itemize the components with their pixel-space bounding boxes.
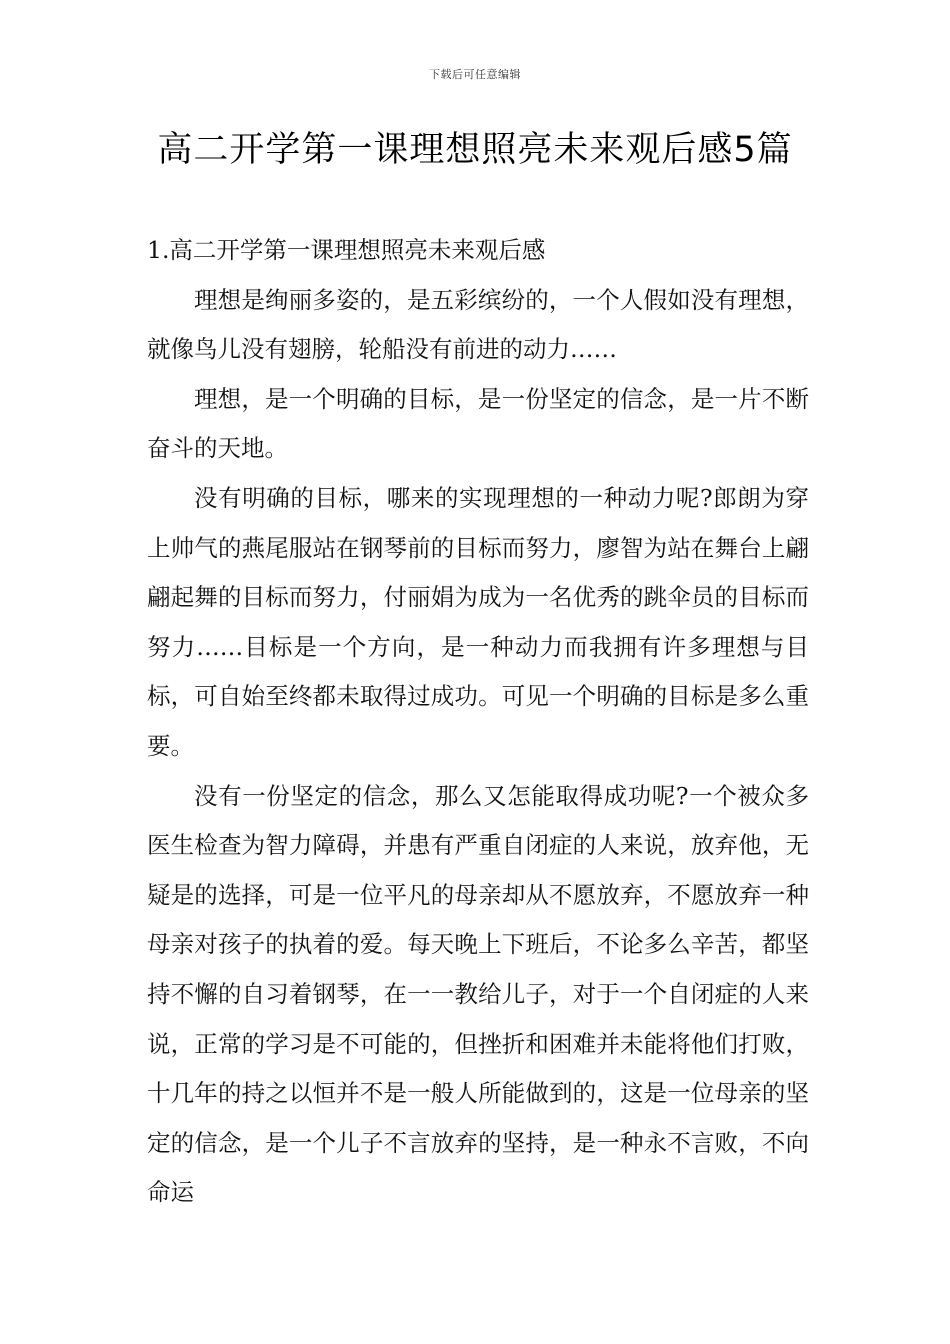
document-title: 高二开学第一课理想照亮未来观后感5篇 [157,130,793,170]
paragraph: 理想，是一个明确的目标，是一份坚定的信念，是一片不断奋斗的天地。 [147,384,809,463]
paragraph: 理想是绚丽多姿的，是五彩缤纷的，一个人假如没有理想，就像鸟儿没有翅膀，轮船没有前进的动力…… [147,285,809,364]
section-heading: 1.高二开学第一课理想照亮未来观后感 [147,236,546,264]
paragraph: 没有明确的目标，哪来的实现理想的一种动力呢?郎朗为穿上帅气的燕尾服站在钢琴前的目标而努力，廖智为站在舞台上翩翩起舞的目标而努力，付丽娟为成为一名优秀的跳伞员的目标而努力……目标是一个方向，是一种动力而我拥有许多理想与目标，可自始至终都未取得过成功。可见一个明确的目标是多么重要。 [147,483,809,760]
header-note: 下载后可任意编辑 [429,68,521,81]
paragraph: 没有一份坚定的信念，那么又怎能取得成功呢?一个被众多医生检查为智力障碍，并患有严重自闭症的人来说，放弃他，无疑是的选择，可是一位平凡的母亲却从不愿放弃，不愿放弃一种母亲对孩子的执着的爱。每天晚上下班后，不论多么辛苦，都坚持不懈的自习着钢琴，在一一教给儿子，对于一个自闭症的人来说，正常的学习是不可能的，但挫折和困难并未能将他们打败，十几年的持之以恒并不是一般人所能做到的，这是一位母亲的坚定的信念，是一个儿子不言放弃的坚持，是一种永不言败，不向命运 [147,781,809,1207]
document-body [147,226,809,1218]
